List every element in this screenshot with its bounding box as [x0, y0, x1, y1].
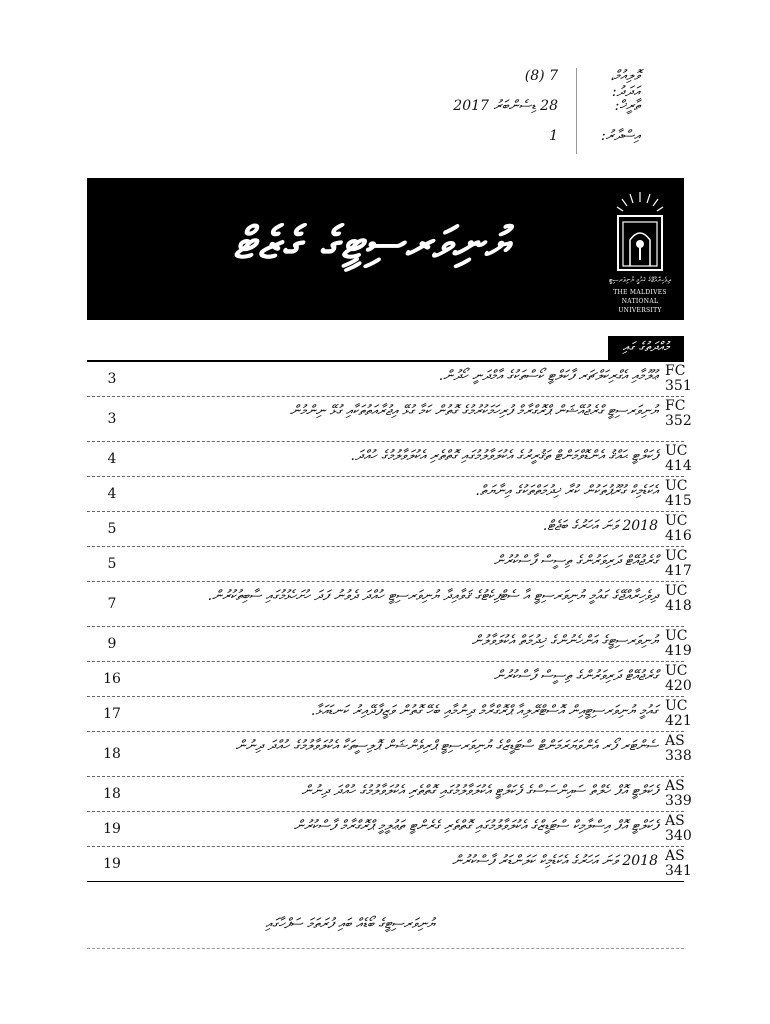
university-logo [600, 188, 680, 316]
toc-code [665, 779, 705, 809]
toc-row[interactable] [87, 582, 692, 627]
toc-code-number: 415 [665, 493, 692, 509]
toc-code [665, 444, 705, 474]
banner-title: ޔުނިވަރސިޓީގެ ގެޒެޓް [233, 218, 511, 269]
toc-code-prefix: FC [665, 363, 686, 379]
toc-code-number: 419 [665, 643, 692, 659]
issue-label: އިސްދާރު: [600, 128, 640, 144]
header-meta [453, 62, 640, 152]
toc-code-number: 339 [665, 793, 692, 809]
toc-code [665, 549, 705, 579]
toc-code-prefix: AS [665, 813, 685, 829]
logo-english-line1: THE MALDIVES NATIONAL [613, 289, 667, 305]
toc-code [665, 814, 705, 844]
toc-code-prefix: UC [665, 513, 688, 529]
toc-row[interactable] [87, 442, 692, 477]
meta-row-date [453, 92, 640, 122]
toc-code-prefix: AS [665, 733, 685, 749]
toc-code-prefix: UC [665, 583, 688, 599]
toc-page-number: 9 [107, 636, 117, 652]
footer-note: ޔުނިވަރސިޓީގެ ބޯޑެއް ބައި ފުރަތަމަ ސަފްހާގައި [265, 916, 435, 932]
toc-code-number: 340 [665, 828, 692, 844]
toc-row[interactable] [87, 627, 692, 662]
toc-code-number: 352 [665, 413, 692, 429]
toc-code-prefix: UC [665, 698, 688, 714]
toc-title: ސެންޓަރ ފޯރ އެންވަޔަރަމަންޓް ސްޓަޑީޒްގެ ޔުނިވަރސިޓީ ޕްރިވެންޝަން ޕޮލިސީތަކާ އެކުލަވާލުމުގެ ހުއްދަ ދިނުން [235, 738, 658, 754]
toc-code-prefix: UC [665, 628, 688, 644]
toc-page-number: 3 [107, 411, 117, 427]
toc-code-number: 418 [665, 598, 692, 614]
footer-rule [87, 948, 684, 949]
toc-page-number: 4 [107, 486, 117, 502]
toc-page-number: 19 [103, 856, 121, 872]
toc-code [665, 849, 705, 879]
toc-row[interactable] [87, 777, 692, 812]
toc-row[interactable] [87, 812, 692, 847]
toc-page-number: 5 [107, 556, 117, 572]
toc-title: ގްރެޖުއޭޓް ދަރިވަރުންގެ ތިސީސް ފާސްކުރުން [493, 668, 658, 684]
toc-code [665, 479, 705, 509]
toc-code-number: 341 [665, 863, 692, 879]
toc-code [665, 699, 705, 729]
toc-code-prefix: UC [665, 443, 688, 459]
date-label: ތާރީޚް: [614, 98, 640, 114]
toc-code [665, 584, 705, 614]
toc-page-number: 16 [103, 671, 121, 687]
toc-code [665, 664, 705, 694]
toc-page-number: 7 [107, 596, 117, 612]
toc-code-number: 417 [665, 563, 692, 579]
toc-title: ފެކަލްޓީ އޮފް އިސްލާމިކް ސްޓަޑީޒްގެ އެކުލަވާލުމުގައި ގޮތްތެރި ގެރެންޓީ ތަޢުލީމީ ޕްރޮގްރާމް ފާސްކުރުން [293, 818, 658, 834]
toc-row[interactable] [87, 547, 692, 582]
toc-page-number: 18 [103, 746, 121, 762]
toc-page-number: 5 [107, 521, 117, 537]
toc-row[interactable] [87, 662, 692, 697]
toc-title: ޔުނިވަރސިޓީގެ އަންހެނުންގެ ޚިދުމަތް އެކުލަވާލުން [471, 633, 658, 649]
toc-code-number: 351 [665, 378, 692, 394]
toc-title: ޔުނިވަރސިޓީ ގްރެޖުއޭޝަން ޕްރޮގްރާމް ފުރިހަމަކުރުމުގެ ގޮތުން ކަމާ ގުޅޭ އިޖުރާއަތުތަކާއި ގުޅޭ ނިންމުން [289, 403, 658, 419]
gazette-banner [87, 178, 684, 320]
toc-code-number: 420 [665, 678, 692, 694]
toc-header: މުއްދަތުގެ ގައި [608, 336, 684, 360]
toc-code [665, 734, 705, 764]
meta-row-volume [480, 62, 640, 100]
toc-row[interactable] [87, 732, 692, 777]
toc-code-prefix: UC [665, 548, 688, 564]
toc-row[interactable] [87, 512, 692, 547]
toc-code [665, 629, 705, 659]
university-crest-icon [612, 188, 668, 274]
toc-page-number: 19 [103, 821, 121, 837]
toc-page-number: 3 [107, 371, 117, 387]
toc-code [665, 514, 705, 544]
toc-code-prefix: UC [665, 478, 688, 494]
toc-title: ޢުލޫމާއި އެގްރިކަލްޗަރ ފާކަލްޓީ ކޯސްތަކުގެ އާމްދަނީ ހޯދުން. [438, 368, 658, 384]
meta-row-issue [480, 122, 640, 152]
volume-value: 7 (8) [524, 68, 558, 84]
toc-code-prefix: UC [665, 663, 688, 679]
toc-code-number: 338 [665, 748, 692, 764]
toc-title: ފެކަލްޓީ އޮފް ހެލްތް ސައިންސަސްގެ ފެކަލްޓީ އެކުލަވާލުމުގައި ގޮތްތެރި އެކުލަވާލުމުގެ ހުއްދަ ދިނުން [301, 783, 658, 799]
toc-code [665, 399, 705, 429]
volume-label: ވޮލިއުމް، އަދަދު: [610, 68, 640, 100]
toc-code-number: 416 [665, 528, 692, 544]
toc-row[interactable] [87, 477, 692, 512]
toc-title: 2018 ވަނަ އަހަރުގެ އެކަޑެމިކް ކަލަންޑަރު ފާސްކުރުން [451, 853, 658, 869]
toc-code-number: 421 [665, 713, 692, 729]
toc-title: ފެކަލްޓީ ޙައްޤު އެންޑޮވްމަންޓް ތަޤުރީރުގެ އެކުލަވާލުމުގައި ގޮތްތެރި އެކުލަވާލުމުގެ ހުއްދަ. [350, 448, 658, 464]
toc-row[interactable] [87, 397, 692, 442]
toc-code [665, 364, 705, 394]
toc-title: ދިވެހިރާއްޖޭގެ ގައުމީ ޔުނިވަރސިޓީ އާ ސެޓްފިކެޓުގެ ޤަވާއިދާ ޔުނިވަރސިޓީ ހުއްދަ ދެވުނު ފަދަ ހުށަހެޅުމުގައި ސާބިތުކުރުން. [207, 588, 658, 604]
logo-english-name [600, 288, 680, 315]
issue-value: 1 [549, 128, 558, 144]
toc-code-number: 414 [665, 458, 692, 474]
toc-code-prefix: FC [665, 398, 686, 414]
logo-dhivehi-name: ދިވެހިރާއްޖޭގެ ޤައުމީ ޔުނިވަރސިޓީ [608, 276, 671, 284]
toc-title: އެކަޑެމިކް ގުރޫޕުތަކުން ކުރާ ޚިދުމަތްތަކުގެ އިނާޔަތް. [475, 483, 658, 499]
toc-title: ގްރެޖުއޭޓް ދަރިވަރުންގެ ތިސީސް ފާސްކުރުން [493, 553, 658, 569]
logo-english-line2: UNIVERSITY [618, 307, 662, 314]
toc-page-number: 17 [103, 706, 121, 722]
toc-row[interactable] [87, 697, 692, 732]
toc-code-prefix: AS [665, 778, 685, 794]
toc-page-number: 18 [103, 786, 121, 802]
toc-code-prefix: AS [665, 848, 685, 864]
toc-title: ގައުމީ ޔުނިވަރސިޓީއިން އޮސްޓްރޭލިއާ ޕްރޮގްރާމް ދިނުމާއި ބެހޭ ގޮތުން ވަޒީފާދޭއިރު ކަނޑައަޅާ. [310, 703, 658, 719]
date-value: 28 ޑިސެންބަރު 2017 [453, 98, 558, 114]
table-of-contents [87, 362, 692, 882]
toc-row[interactable] [87, 847, 692, 882]
toc-page-number: 4 [107, 451, 117, 467]
toc-row[interactable] [87, 362, 692, 397]
toc-title: 2018 ވަނަ އަހަރުގެ ބަޖެޓް. [542, 518, 658, 534]
